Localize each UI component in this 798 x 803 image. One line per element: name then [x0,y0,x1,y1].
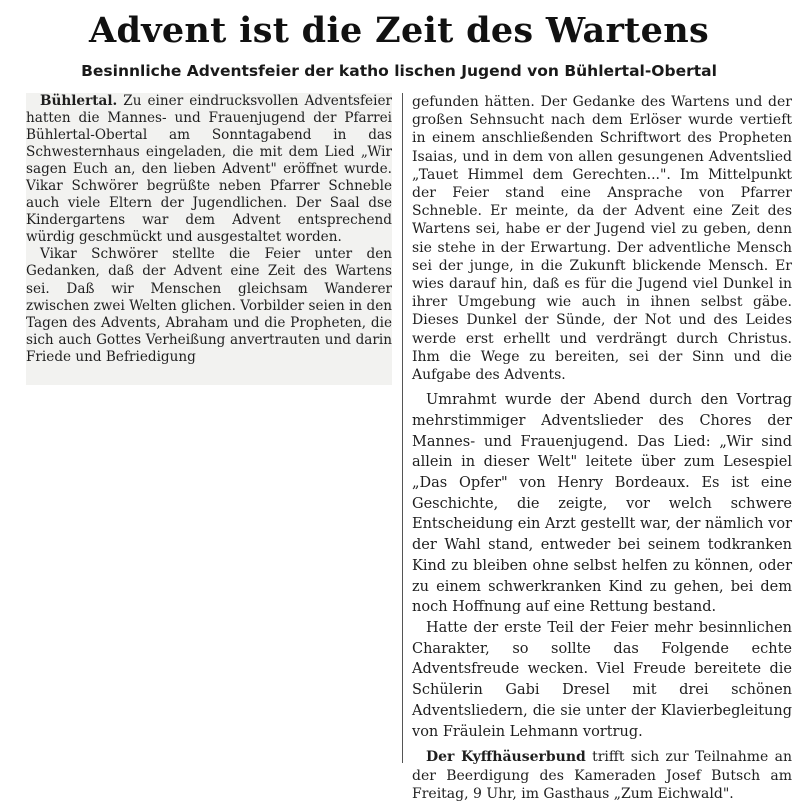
left-paragraph-1-text: Zu einer eindrucksvollen Adventsfeier hatten die Mannes- und Frauenjugend der Pfarrei Bühlertal-Obertal am Sonntagabend in das Schwesternhaus eingeladen, die mit dem Lied „Wir sagen Euch an, den lieben Advent" eröffnet wurde. Vikar Schwörer begrüßte neben Pfarrer Schneble auch viele Eltern der Jugendlichen. Der Saal dse Kindergartens war dem Advent entsprechend würdig geschmückt und ausgestaltet worden. [26,93,392,246]
right-column [412,93,792,803]
column-divider [402,93,403,763]
right-paragraph-4-text: trifft sich zur Teilnahme an der Beerdigung des Kameraden Josef Butsch am Freitag, 9 Uhr, im Gasthaus „Zum Eichwald". [412,749,792,803]
right-paragraph-3: Hatte der erste Teil der Feier mehr besinnlichen Charakter, so sollte das Folgende echte Adventsfreude wecken. Viel Freude bereitete die Schülerin Gabi Dresel mit drei schönen Adventsliedern, die sie unter der Klavierbegleitung von Fräulein Lehmann vortrug. [412,619,792,740]
right-paragraph-4 [412,748,792,803]
left-paragraph-1 [26,93,392,246]
article-subheadline: Besinnliche Adventsfeier der katho lischen Jugend von Bühlertal-Obertal [81,62,717,80]
right-paragraph-2: Umrahmt wurde der Abend durch den Vortrag mehrstimmiger Adventslieder des Chores der Mannes- und Frauenjugend. Das Lied: „Wir sind allein in dieser Welt" leitete über zum Lesespiel „Das Opfer" von Henry Bordeaux. Es ist eine Geschichte, die zeigte, vor welch schwere Entscheidung ein Arzt gestellt war, der nämlich vor der Wahl stand, entweder bei seinem todkranken Kind zu bleiben ohne selbst helfen zu können, oder zu einem schwerkranken Kind zu gehen, bei dem noch Hoffnung auf eine Rettung bestand. [412,392,792,616]
dateline: Bühlertal. [40,93,118,109]
notice-lead: Der Kyffhäuserbund [426,749,586,766]
article-headline: Advent ist die Zeit des Wartens [89,10,709,51]
left-paragraph-2: Vikar Schwörer stellte die Feier unter den Gedanken, daß der Advent eine Zeit des Wartens sei. Daß wir Menschen gleichsam Wanderer zwischen zwei Welten glichen. Vorbilder seien in den Tagen des Advents, Abraham und die Propheten, die sich auch Gottes Verheißung anvertrauten und darin Friede und Befriedigung [26,246,392,365]
left-column [26,93,392,385]
right-paragraph-1: gefunden hätten. Der Gedanke des Wartens und der großen Sehnsucht nach dem Erlöser wurde vertieft in einem anschließenden Schriftwort des Propheten Isaias, und in dem von allen gesungenen Adventslied „Tauet Himmel dem Gerechten...". Im Mittelpunkt der Feier stand eine Ansprache von Pfarrer Schneble. Er meinte, da der Advent eine Zeit des Wartens sei, habe er der Jugend viel zu geben, denn sie stehe in der Erwartung. Der adventliche Mensch sei der junge, in die Zukunft blickende Mensch. Er wies darauf hin, daß es für die Jugend viel Dunkel in ihrer Umgebung wie auch in ihnen selbst gäbe. Dieses Dunkel der Sünde, der Not und des Leides werde erst erhellt und verdrängt durch Christus. Ihm die Wege zu bereiten, sei der Sinn und die Aufgabe des Advents. [412,94,792,384]
